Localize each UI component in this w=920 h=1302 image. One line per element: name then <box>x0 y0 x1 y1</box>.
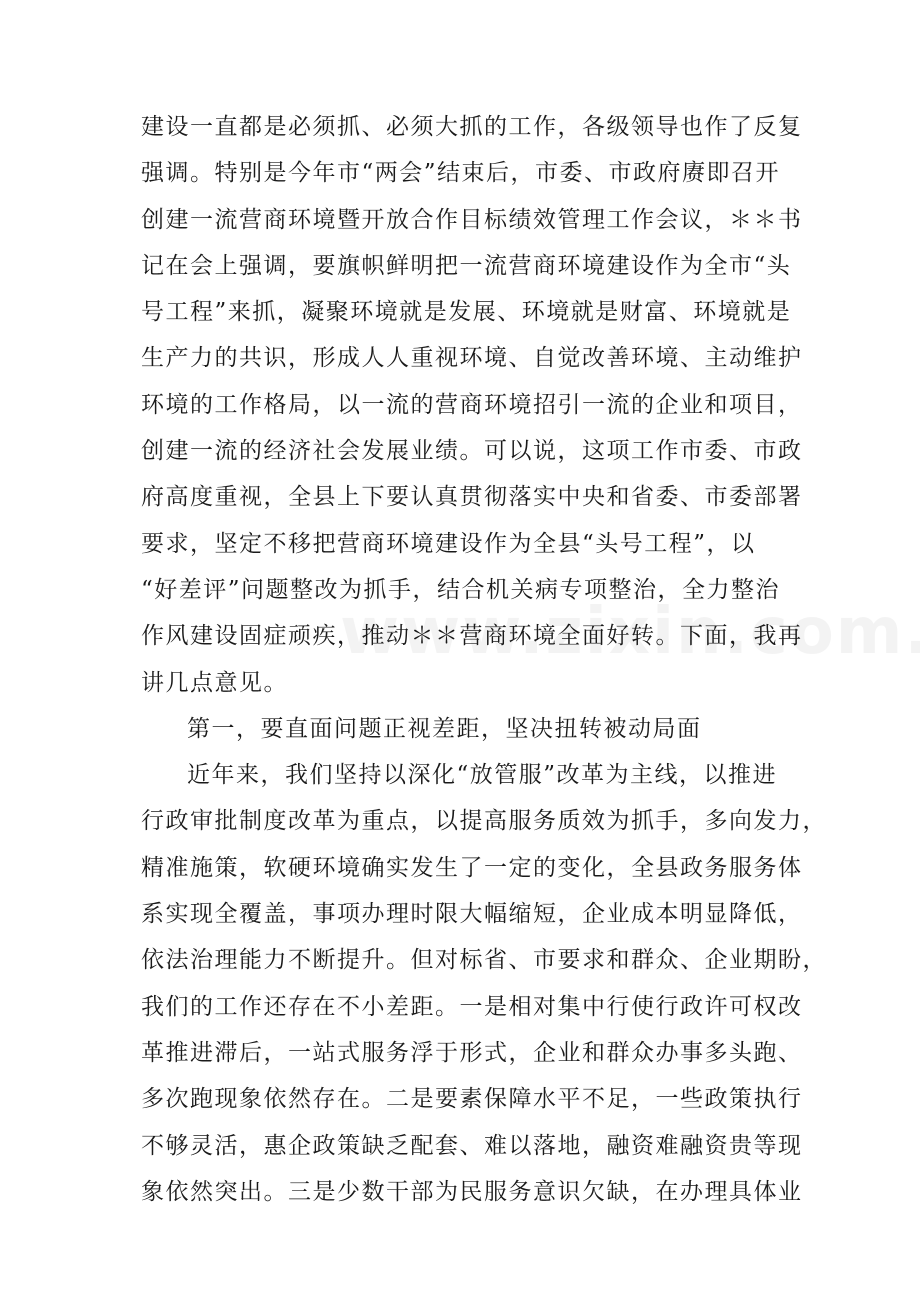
text-line: 讲几点意见。 <box>141 669 288 696</box>
text-line: 系实现全覆盖，事项办理时限大幅缩短，企业成本明显降低， <box>141 901 803 928</box>
text-line: 建设一直都是必须抓、必须大抓的工作，各级领导也作了反复 <box>141 114 803 140</box>
section-heading: 第一，要直面问题正视差距，坚决扭转被动局面 <box>187 715 702 742</box>
text-line: 多次跑现象依然存在。二是要素保障水平不足，一些政策执行 <box>141 1086 803 1113</box>
text-line: 不够灵活，惠企政策缺乏配套、难以落地，融资难融资贵等现 <box>141 1132 803 1159</box>
text-line: 生产力的共识，形成人人重视环境、自觉改善环境、主动维护 <box>141 345 803 372</box>
text-line: “好差评”问题整改为抓手，结合机关病专项整治，全力整治 <box>141 576 781 603</box>
text-line: 象依然突出。三是少数干部为民服务意识欠缺，在办理具体业 <box>141 1178 803 1205</box>
paragraph-start: 近年来，我们坚持以深化“放管服”改革为主线，以推进 <box>187 762 778 789</box>
text-line: 创建一流的经济社会发展业绩。可以说，这项工作市委、市政 <box>141 438 803 465</box>
text-line: 要求，坚定不移把营商环境建设作为全县“头号工程”，以 <box>141 530 756 557</box>
text-line: 环境的工作格局，以一流的营商环境招引一流的企业和项目， <box>141 391 803 418</box>
text-line: 府高度重视，全县上下要认真贯彻落实中央和省委、市委部署 <box>141 484 803 511</box>
text-line: 作风建设固症顽疾，推动＊＊营商环境全面好转。下面，我再 <box>141 623 803 650</box>
text-line: 依法治理能力不断提升。但对标省、市要求和群众、企业期盼， <box>141 947 827 974</box>
document-body <box>141 104 827 1215</box>
text-line: 创建一流营商环境暨开放合作目标绩效管理工作会议，＊＊书 <box>141 206 803 233</box>
text-line: 记在会上强调，要旗帜鲜明把一流营商环境建设作为全市“头 <box>141 252 792 279</box>
text-line: 行政审批制度改革为重点，以提高服务质效为抓手，多向发力， <box>141 808 827 835</box>
text-line: 精准施策，软硬环境确实发生了一定的变化，全县政务服务体 <box>141 854 803 881</box>
text-line: 强调。特别是今年市“两会”结束后，市委、市政府赓即召开 <box>141 160 781 187</box>
text-line: 我们的工作还存在不小差距。一是相对集中行使行政许可权改 <box>141 993 803 1020</box>
text-line: 革推进滞后，一站式服务浮于形式，企业和群众办事多头跑、 <box>141 1039 803 1066</box>
text-line: 号工程”来抓，凝聚环境就是发展、环境就是财富、环境就是 <box>141 299 792 326</box>
